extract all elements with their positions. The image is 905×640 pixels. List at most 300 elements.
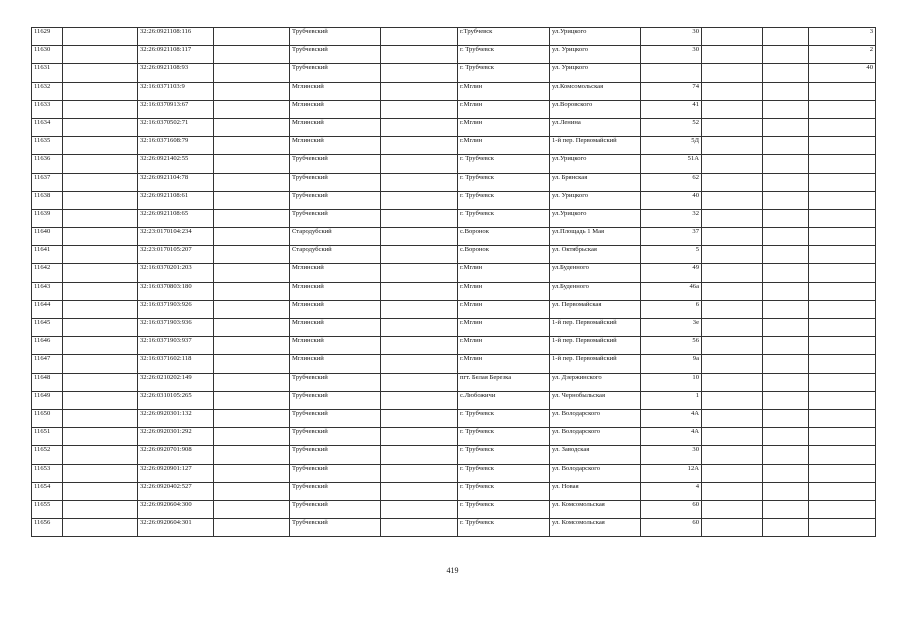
cell-cadastral-number: 32:26:0920301:292 <box>138 428 214 446</box>
cell-district: Трубчевский <box>290 519 381 537</box>
cell-locality: г. Трубчевск <box>458 46 550 64</box>
cell-locality: г.Мглин <box>458 282 550 300</box>
cell-blank-b <box>214 64 290 82</box>
cell-street: 1-й пер. Первомайский <box>550 319 641 337</box>
cell-locality: г.Мглин <box>458 264 550 282</box>
cell-blank-c <box>381 464 458 482</box>
cell-blank-c <box>381 337 458 355</box>
cell-street: ул. Заводская <box>550 446 641 464</box>
cell-cadastral-number: 32:16:0370803:180 <box>138 282 214 300</box>
cell-blank-d <box>702 337 763 355</box>
table-row <box>32 64 876 82</box>
cell-blank-b <box>214 282 290 300</box>
cell-street: 1-й пер. Первомайский <box>550 137 641 155</box>
cell-apartment <box>809 282 876 300</box>
cell-blank-a <box>63 355 138 373</box>
cell-house-number: 62 <box>641 173 702 191</box>
cell-locality: г. Трубчевск <box>458 209 550 227</box>
cell-blank-a <box>63 64 138 82</box>
cell-district: Трубчевский <box>290 373 381 391</box>
cell-row-number: 11644 <box>32 300 63 318</box>
cell-house-number: 12А <box>641 464 702 482</box>
table-row <box>32 337 876 355</box>
cell-blank-a <box>63 300 138 318</box>
cell-blank-b <box>214 428 290 446</box>
cell-blank-b <box>214 137 290 155</box>
cell-blank-e <box>763 209 809 227</box>
cell-row-number: 11633 <box>32 100 63 118</box>
cell-locality: г.Мглин <box>458 355 550 373</box>
cell-street: ул.Воровского <box>550 100 641 118</box>
registry-table-body <box>32 28 876 537</box>
cell-blank-d <box>702 118 763 136</box>
cell-blank-b <box>214 355 290 373</box>
cell-blank-a <box>63 482 138 500</box>
cell-blank-b <box>214 319 290 337</box>
cell-blank-b <box>214 228 290 246</box>
table-row <box>32 428 876 446</box>
cell-row-number: 11637 <box>32 173 63 191</box>
cell-row-number: 11635 <box>32 137 63 155</box>
cell-district: Мглинский <box>290 282 381 300</box>
cell-district: Трубчевский <box>290 409 381 427</box>
cell-blank-d <box>702 228 763 246</box>
cell-street: ул. Володарского <box>550 464 641 482</box>
cell-blank-a <box>63 464 138 482</box>
cell-apartment <box>809 482 876 500</box>
cell-cadastral-number: 32:23:0170104:234 <box>138 228 214 246</box>
cell-blank-d <box>702 155 763 173</box>
cell-locality: г.Мглин <box>458 118 550 136</box>
cell-apartment <box>809 519 876 537</box>
cell-blank-e <box>763 155 809 173</box>
cell-district: Мглинский <box>290 264 381 282</box>
cell-blank-a <box>63 409 138 427</box>
cell-locality: г.Мглин <box>458 300 550 318</box>
cell-district: Стародубский <box>290 228 381 246</box>
cell-blank-e <box>763 300 809 318</box>
cell-row-number: 11656 <box>32 519 63 537</box>
cell-blank-b <box>214 264 290 282</box>
cell-cadastral-number: 32:16:0370502:71 <box>138 118 214 136</box>
cell-blank-d <box>702 64 763 82</box>
cell-cadastral-number: 32:26:0920701:908 <box>138 446 214 464</box>
cell-cadastral-number: 32:26:0920402:527 <box>138 482 214 500</box>
cell-blank-e <box>763 118 809 136</box>
cell-locality: г. Трубчевск <box>458 500 550 518</box>
cell-blank-c <box>381 64 458 82</box>
table-row <box>32 246 876 264</box>
cell-district: Мглинский <box>290 319 381 337</box>
cell-blank-c <box>381 282 458 300</box>
cell-street: ул.Площадь 1 Мая <box>550 228 641 246</box>
cell-blank-b <box>214 500 290 518</box>
cell-blank-a <box>63 82 138 100</box>
cell-street: ул.Ленина <box>550 118 641 136</box>
cell-blank-e <box>763 191 809 209</box>
table-row <box>32 519 876 537</box>
cell-street: ул. Урицкого <box>550 64 641 82</box>
cell-row-number: 11629 <box>32 28 63 46</box>
cell-cadastral-number: 32:26:0310105:265 <box>138 391 214 409</box>
cell-blank-e <box>763 337 809 355</box>
cell-district: Трубчевский <box>290 446 381 464</box>
cell-house-number: 1 <box>641 391 702 409</box>
cell-district: Мглинский <box>290 118 381 136</box>
cell-street: 1-й пер. Первомайский <box>550 355 641 373</box>
table-row <box>32 373 876 391</box>
cell-street: ул. Володарского <box>550 428 641 446</box>
cell-street: ул. Володарского <box>550 409 641 427</box>
cell-blank-c <box>381 409 458 427</box>
cell-street: ул.Урицкого <box>550 28 641 46</box>
cell-apartment <box>809 209 876 227</box>
cell-cadastral-number: 32:26:0921402:55 <box>138 155 214 173</box>
cell-blank-a <box>63 428 138 446</box>
cell-blank-c <box>381 264 458 282</box>
cell-blank-a <box>63 28 138 46</box>
cell-blank-a <box>63 173 138 191</box>
table-row <box>32 300 876 318</box>
cell-blank-a <box>63 282 138 300</box>
cell-blank-a <box>63 519 138 537</box>
cell-house-number: 51А <box>641 155 702 173</box>
cell-blank-d <box>702 173 763 191</box>
cell-district: Мглинский <box>290 82 381 100</box>
cell-apartment: 40 <box>809 64 876 82</box>
cell-blank-a <box>63 319 138 337</box>
cell-apartment <box>809 500 876 518</box>
cell-blank-d <box>702 28 763 46</box>
cell-blank-d <box>702 391 763 409</box>
cell-apartment <box>809 155 876 173</box>
cell-house-number: 52 <box>641 118 702 136</box>
cell-blank-a <box>63 191 138 209</box>
cell-apartment <box>809 428 876 446</box>
cell-blank-c <box>381 446 458 464</box>
registry-table <box>31 27 876 537</box>
cell-house-number: 60 <box>641 519 702 537</box>
cell-blank-b <box>214 191 290 209</box>
cell-blank-e <box>763 519 809 537</box>
table-row <box>32 228 876 246</box>
cell-blank-e <box>763 64 809 82</box>
cell-apartment <box>809 446 876 464</box>
cell-house-number: 32 <box>641 209 702 227</box>
cell-row-number: 11630 <box>32 46 63 64</box>
cell-house-number: 40 <box>641 191 702 209</box>
cell-cadastral-number: 32:26:0920604:300 <box>138 500 214 518</box>
cell-locality: г. Трубчевск <box>458 155 550 173</box>
cell-apartment <box>809 337 876 355</box>
cell-house-number: 49 <box>641 264 702 282</box>
cell-apartment <box>809 373 876 391</box>
cell-street: ул.Урицкого <box>550 209 641 227</box>
cell-blank-e <box>763 173 809 191</box>
table-row <box>32 282 876 300</box>
cell-blank-e <box>763 264 809 282</box>
cell-row-number: 11640 <box>32 228 63 246</box>
cell-row-number: 11636 <box>32 155 63 173</box>
cell-cadastral-number: 32:16:0370913:67 <box>138 100 214 118</box>
cell-cadastral-number: 32:16:0371103:9 <box>138 82 214 100</box>
cell-locality: г. Трубчевск <box>458 464 550 482</box>
cell-blank-e <box>763 446 809 464</box>
cell-apartment <box>809 300 876 318</box>
cell-house-number: 9а <box>641 355 702 373</box>
cell-district: Трубчевский <box>290 64 381 82</box>
cell-apartment <box>809 264 876 282</box>
cell-street: ул. Урицкого <box>550 191 641 209</box>
cell-blank-c <box>381 355 458 373</box>
cell-apartment <box>809 82 876 100</box>
cell-cadastral-number: 32:26:0921104:78 <box>138 173 214 191</box>
cell-blank-d <box>702 373 763 391</box>
cell-cadastral-number: 32:16:0371903:926 <box>138 300 214 318</box>
table-row <box>32 319 876 337</box>
cell-apartment <box>809 228 876 246</box>
cell-cadastral-number: 32:16:0370201:203 <box>138 264 214 282</box>
cell-house-number: 4 <box>641 482 702 500</box>
table-row <box>32 355 876 373</box>
cell-row-number: 11648 <box>32 373 63 391</box>
cell-row-number: 11632 <box>32 82 63 100</box>
cell-district: Стародубский <box>290 246 381 264</box>
cell-blank-e <box>763 100 809 118</box>
cell-locality: г. Трубчевск <box>458 409 550 427</box>
cell-cadastral-number: 32:26:0921108:93 <box>138 64 214 82</box>
table-row <box>32 46 876 64</box>
cell-house-number: 4А <box>641 428 702 446</box>
cell-blank-e <box>763 82 809 100</box>
cell-locality: г. Трубчевск <box>458 64 550 82</box>
cell-apartment <box>809 355 876 373</box>
cell-blank-e <box>763 28 809 46</box>
cell-blank-c <box>381 209 458 227</box>
cell-blank-b <box>214 209 290 227</box>
cell-blank-d <box>702 446 763 464</box>
cell-blank-c <box>381 191 458 209</box>
cell-cadastral-number: 32:16:0371602:118 <box>138 355 214 373</box>
cell-street: ул. Новая <box>550 482 641 500</box>
cell-blank-e <box>763 464 809 482</box>
cell-street: ул.Буденного <box>550 264 641 282</box>
cell-blank-c <box>381 482 458 500</box>
cell-blank-e <box>763 46 809 64</box>
cell-blank-d <box>702 246 763 264</box>
cell-street: ул. Чернобыльская <box>550 391 641 409</box>
cell-cadastral-number: 32:26:0210202:149 <box>138 373 214 391</box>
cell-blank-d <box>702 82 763 100</box>
table-row <box>32 100 876 118</box>
table-row <box>32 191 876 209</box>
cell-row-number: 11653 <box>32 464 63 482</box>
cell-house-number: 74 <box>641 82 702 100</box>
cell-cadastral-number: 32:26:0920604:301 <box>138 519 214 537</box>
cell-house-number: 37 <box>641 228 702 246</box>
table-row <box>32 464 876 482</box>
cell-locality: г.Мглин <box>458 82 550 100</box>
cell-blank-c <box>381 118 458 136</box>
cell-row-number: 11650 <box>32 409 63 427</box>
cell-blank-a <box>63 337 138 355</box>
cell-blank-c <box>381 46 458 64</box>
cell-blank-d <box>702 319 763 337</box>
cell-locality: г.Трубчевск <box>458 28 550 46</box>
cell-street: ул. Комсомольская <box>550 500 641 518</box>
cell-street: ул.Комсомольская <box>550 82 641 100</box>
cell-district: Трубчевский <box>290 464 381 482</box>
cell-house-number: 30 <box>641 46 702 64</box>
cell-blank-a <box>63 391 138 409</box>
cell-street: ул. Дзержинского <box>550 373 641 391</box>
cell-district: Трубчевский <box>290 28 381 46</box>
cell-blank-c <box>381 319 458 337</box>
cell-blank-d <box>702 137 763 155</box>
cell-row-number: 11655 <box>32 500 63 518</box>
cell-blank-d <box>702 482 763 500</box>
cell-district: Мглинский <box>290 300 381 318</box>
cell-cadastral-number: 32:16:0371903:937 <box>138 337 214 355</box>
cell-blank-b <box>214 391 290 409</box>
cell-locality: г.Мглин <box>458 337 550 355</box>
cell-blank-e <box>763 482 809 500</box>
cell-blank-a <box>63 373 138 391</box>
cell-blank-e <box>763 428 809 446</box>
cell-blank-d <box>702 300 763 318</box>
cell-district: Мглинский <box>290 137 381 155</box>
cell-blank-a <box>63 228 138 246</box>
cell-street: ул. Урицкого <box>550 46 641 64</box>
cell-district: Трубчевский <box>290 191 381 209</box>
table-row <box>32 118 876 136</box>
cell-blank-d <box>702 409 763 427</box>
cell-house-number: 60 <box>641 500 702 518</box>
cell-cadastral-number: 32:26:0921108:65 <box>138 209 214 227</box>
cell-row-number: 11646 <box>32 337 63 355</box>
cell-blank-d <box>702 464 763 482</box>
cell-house-number: 3е <box>641 319 702 337</box>
cell-blank-a <box>63 264 138 282</box>
cell-blank-b <box>214 409 290 427</box>
cell-blank-e <box>763 391 809 409</box>
cell-blank-c <box>381 173 458 191</box>
table-row <box>32 137 876 155</box>
cell-blank-b <box>214 300 290 318</box>
cell-apartment <box>809 173 876 191</box>
cell-district: Трубчевский <box>290 482 381 500</box>
cell-blank-b <box>214 446 290 464</box>
cell-blank-e <box>763 500 809 518</box>
cell-cadastral-number: 32:26:0920301:132 <box>138 409 214 427</box>
cell-blank-d <box>702 500 763 518</box>
cell-blank-d <box>702 282 763 300</box>
cell-house-number: 6 <box>641 300 702 318</box>
cell-cadastral-number: 32:26:0921108:116 <box>138 28 214 46</box>
cell-blank-c <box>381 82 458 100</box>
cell-street: ул. Брянская <box>550 173 641 191</box>
cell-row-number: 11638 <box>32 191 63 209</box>
cell-row-number: 11647 <box>32 355 63 373</box>
cell-blank-c <box>381 391 458 409</box>
cell-blank-b <box>214 337 290 355</box>
cell-house-number: 5Д <box>641 137 702 155</box>
cell-blank-d <box>702 264 763 282</box>
cell-row-number: 11639 <box>32 209 63 227</box>
cell-locality: г. Трубчевск <box>458 482 550 500</box>
cell-blank-b <box>214 373 290 391</box>
cell-blank-d <box>702 519 763 537</box>
cell-blank-b <box>214 118 290 136</box>
cell-blank-b <box>214 46 290 64</box>
table-row <box>32 482 876 500</box>
table-row <box>32 155 876 173</box>
cell-blank-b <box>214 100 290 118</box>
cell-locality: с.Любожичи <box>458 391 550 409</box>
cell-blank-b <box>214 519 290 537</box>
table-row <box>32 209 876 227</box>
cell-blank-e <box>763 373 809 391</box>
cell-district: Трубчевский <box>290 428 381 446</box>
page-number: 419 <box>446 566 459 575</box>
cell-row-number: 11634 <box>32 118 63 136</box>
cell-house-number: 30 <box>641 446 702 464</box>
cell-street: 1-й пер. Первомайский <box>550 337 641 355</box>
cell-blank-c <box>381 300 458 318</box>
cell-house-number: 10 <box>641 373 702 391</box>
cell-blank-c <box>381 428 458 446</box>
cell-row-number: 11643 <box>32 282 63 300</box>
cell-blank-a <box>63 500 138 518</box>
cell-street: ул. Комсомольская <box>550 519 641 537</box>
cell-street: ул.Урицкого <box>550 155 641 173</box>
cell-district: Трубчевский <box>290 173 381 191</box>
cell-house-number: 41 <box>641 100 702 118</box>
cell-blank-a <box>63 446 138 464</box>
cell-blank-a <box>63 100 138 118</box>
cell-row-number: 11645 <box>32 319 63 337</box>
cell-cadastral-number: 32:23:0170105:207 <box>138 246 214 264</box>
cell-row-number: 11654 <box>32 482 63 500</box>
cell-blank-c <box>381 519 458 537</box>
cell-blank-e <box>763 282 809 300</box>
cell-district: Мглинский <box>290 355 381 373</box>
cell-blank-e <box>763 137 809 155</box>
table-row <box>32 264 876 282</box>
cell-locality: г. Трубчевск <box>458 446 550 464</box>
cell-locality: г. Трубчевск <box>458 191 550 209</box>
cell-district: Трубчевский <box>290 46 381 64</box>
cell-apartment <box>809 191 876 209</box>
cell-blank-c <box>381 155 458 173</box>
cell-house-number: 46а <box>641 282 702 300</box>
cell-apartment <box>809 100 876 118</box>
table-row <box>32 446 876 464</box>
cell-blank-b <box>214 482 290 500</box>
cell-street: ул. Октябрьская <box>550 246 641 264</box>
cell-cadastral-number: 32:26:0921108:117 <box>138 46 214 64</box>
cell-apartment <box>809 246 876 264</box>
cell-district: Трубчевский <box>290 155 381 173</box>
cell-district: Мглинский <box>290 337 381 355</box>
cell-row-number: 11652 <box>32 446 63 464</box>
cell-blank-e <box>763 228 809 246</box>
cell-blank-b <box>214 155 290 173</box>
cell-row-number: 11641 <box>32 246 63 264</box>
cell-blank-d <box>702 191 763 209</box>
cell-blank-d <box>702 209 763 227</box>
cell-locality: г. Трубчевск <box>458 428 550 446</box>
